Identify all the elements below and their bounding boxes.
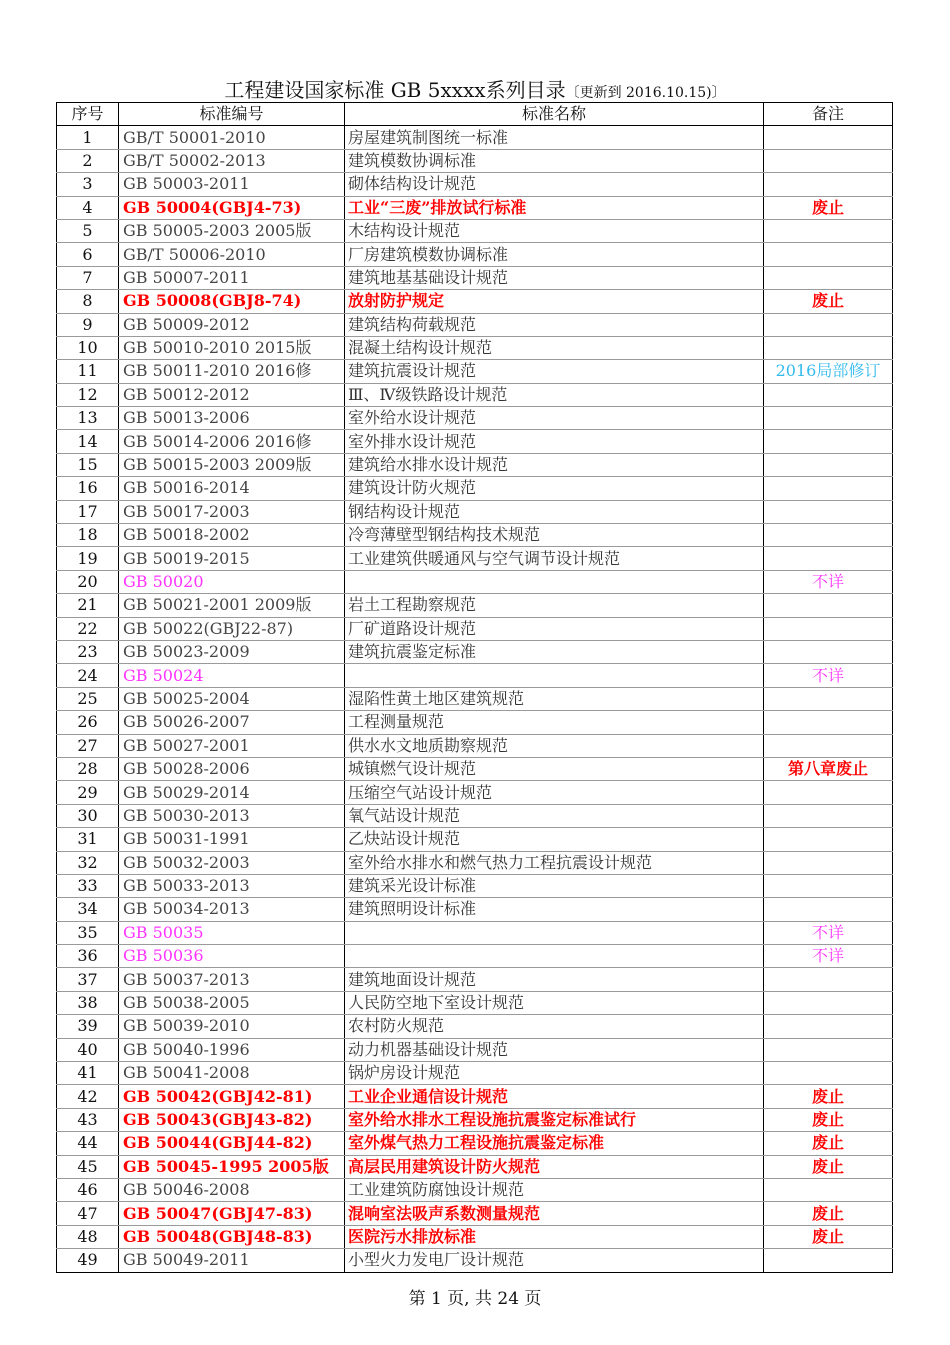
cell-name: 乙炔站设计规范 [345, 828, 764, 851]
table-row [57, 757, 893, 780]
cell-note [764, 991, 893, 1014]
cell-note: 不详 [764, 664, 893, 687]
cell-serial: 29 [57, 781, 119, 804]
table-row [57, 313, 893, 336]
cell-serial: 40 [57, 1038, 119, 1061]
cell-note [764, 173, 893, 196]
cell-note [764, 1062, 893, 1085]
header-note: 备注 [764, 103, 893, 126]
cell-code: GB 50048(GBJ48-83) [119, 1225, 345, 1248]
standards-table [56, 102, 893, 1273]
cell-name: 人民防空地下室设计规范 [345, 991, 764, 1014]
cell-name: 室外给水排水工程设施抗震鉴定标准试行 [345, 1108, 764, 1131]
cell-serial: 14 [57, 430, 119, 453]
cell-name: 工业建筑防腐蚀设计规范 [345, 1178, 764, 1201]
cell-serial: 8 [57, 290, 119, 313]
cell-code: GB 50038-2005 [119, 991, 345, 1014]
table-row [57, 594, 893, 617]
cell-note: 废止 [764, 1202, 893, 1225]
cell-serial: 24 [57, 664, 119, 687]
cell-code: GB/T 50001-2010 [119, 126, 345, 149]
cell-code: GB 50025-2004 [119, 687, 345, 710]
cell-code: GB 50021-2001 2009版 [119, 594, 345, 617]
table-row [57, 851, 893, 874]
cell-name: 岩土工程勘察规范 [345, 594, 764, 617]
cell-serial: 13 [57, 407, 119, 430]
cell-note: 废止 [764, 1225, 893, 1248]
cell-serial: 16 [57, 477, 119, 500]
table-row [57, 430, 893, 453]
cell-name: 厂矿道路设计规范 [345, 617, 764, 640]
table-row [57, 1085, 893, 1108]
cell-note: 废止 [764, 1085, 893, 1108]
cell-name: 房屋建筑制图统一标准 [345, 126, 764, 149]
cell-name: 农村防火规范 [345, 1015, 764, 1038]
cell-serial: 42 [57, 1085, 119, 1108]
cell-serial: 38 [57, 991, 119, 1014]
cell-note [764, 874, 893, 897]
table-row [57, 664, 893, 687]
table-row [57, 1132, 893, 1155]
cell-serial: 28 [57, 757, 119, 780]
cell-name [345, 570, 764, 593]
table-row [57, 1155, 893, 1178]
cell-name: 建筑地基基础设计规范 [345, 266, 764, 289]
cell-code: GB 50040-1996 [119, 1038, 345, 1061]
table-row [57, 383, 893, 406]
cell-code: GB 50024 [119, 664, 345, 687]
cell-name [345, 921, 764, 944]
cell-serial: 11 [57, 360, 119, 383]
cell-serial: 37 [57, 968, 119, 991]
cell-name: 建筑抗震设计规范 [345, 360, 764, 383]
cell-note [764, 1038, 893, 1061]
cell-serial: 39 [57, 1015, 119, 1038]
table-row [57, 126, 893, 149]
cell-code: GB 50020 [119, 570, 345, 593]
cell-code: GB 50022(GBJ22-87) [119, 617, 345, 640]
table-row [57, 1249, 893, 1272]
cell-name: 厂房建筑模数协调标准 [345, 243, 764, 266]
title-main: 工程建设国家标准 GB 5xxxx系列目录 [224, 78, 566, 102]
cell-note: 不详 [764, 921, 893, 944]
cell-name: 建筑模数协调标准 [345, 149, 764, 172]
cell-serial: 4 [57, 196, 119, 219]
cell-code: GB 50046-2008 [119, 1178, 345, 1201]
cell-serial: 9 [57, 313, 119, 336]
cell-serial: 12 [57, 383, 119, 406]
table-row [57, 453, 893, 476]
cell-note: 废止 [764, 290, 893, 313]
cell-code: GB 50016-2014 [119, 477, 345, 500]
cell-code: GB 50026-2007 [119, 711, 345, 734]
cell-name: 医院污水排放标准 [345, 1225, 764, 1248]
cell-code: GB 50037-2013 [119, 968, 345, 991]
cell-note [764, 1178, 893, 1201]
cell-code: GB 50032-2003 [119, 851, 345, 874]
cell-code: GB 50017-2003 [119, 500, 345, 523]
table-row [57, 828, 893, 851]
table-row [57, 407, 893, 430]
cell-code: GB/T 50006-2010 [119, 243, 345, 266]
header-serial: 序号 [57, 103, 119, 126]
table-row [57, 874, 893, 897]
cell-name: Ⅲ、Ⅳ级铁路设计规范 [345, 383, 764, 406]
cell-serial: 46 [57, 1178, 119, 1201]
cell-code: GB 50005-2003 2005版 [119, 219, 345, 242]
cell-serial: 21 [57, 594, 119, 617]
table-row [57, 1062, 893, 1085]
table-row [57, 945, 893, 968]
cell-code: GB 50009-2012 [119, 313, 345, 336]
table-row [57, 196, 893, 219]
cell-code: GB 50029-2014 [119, 781, 345, 804]
cell-serial: 2 [57, 149, 119, 172]
cell-name: 室外给水设计规范 [345, 407, 764, 430]
cell-name: 建筑地面设计规范 [345, 968, 764, 991]
cell-serial: 17 [57, 500, 119, 523]
cell-name: 城镇燃气设计规范 [345, 757, 764, 780]
cell-name: 建筑抗震鉴定标准 [345, 640, 764, 663]
cell-serial: 49 [57, 1249, 119, 1272]
cell-code: GB 50023-2009 [119, 640, 345, 663]
cell-serial: 47 [57, 1202, 119, 1225]
cell-note [764, 804, 893, 827]
cell-code: GB 50003-2011 [119, 173, 345, 196]
cell-serial: 6 [57, 243, 119, 266]
cell-serial: 3 [57, 173, 119, 196]
cell-name: 氧气站设计规范 [345, 804, 764, 827]
cell-name: 室外给水排水和燃气热力工程抗震设计规范 [345, 851, 764, 874]
cell-note [764, 898, 893, 921]
title-update-note: 〔更新到 2016.10.15)〕 [565, 85, 726, 101]
table-body [57, 126, 893, 1272]
cell-name: 室外排水设计规范 [345, 430, 764, 453]
cell-name: 工程测量规范 [345, 711, 764, 734]
cell-code: GB 50007-2011 [119, 266, 345, 289]
cell-serial: 32 [57, 851, 119, 874]
table-row [57, 711, 893, 734]
table-row [57, 336, 893, 359]
cell-code: GB 50011-2010 2016修 [119, 360, 345, 383]
cell-note: 废止 [764, 196, 893, 219]
cell-serial: 10 [57, 336, 119, 359]
cell-note [764, 734, 893, 757]
table-row [57, 243, 893, 266]
cell-name: 高层民用建筑设计防火规范 [345, 1155, 764, 1178]
cell-name: 建筑照明设计标准 [345, 898, 764, 921]
cell-serial: 15 [57, 453, 119, 476]
table-row [57, 173, 893, 196]
cell-note [764, 430, 893, 453]
cell-code: GB 50014-2006 2016修 [119, 430, 345, 453]
cell-serial: 22 [57, 617, 119, 640]
cell-note [764, 336, 893, 359]
table-row [57, 149, 893, 172]
cell-code: GB 50036 [119, 945, 345, 968]
cell-serial: 27 [57, 734, 119, 757]
table-row [57, 1178, 893, 1201]
cell-code: GB 50010-2010 2015版 [119, 336, 345, 359]
cell-note [764, 687, 893, 710]
cell-code: GB 50034-2013 [119, 898, 345, 921]
cell-note [764, 500, 893, 523]
cell-name: 混响室法吸声系数测量规范 [345, 1202, 764, 1225]
cell-name: 压缩空气站设计规范 [345, 781, 764, 804]
cell-serial: 36 [57, 945, 119, 968]
cell-code: GB 50018-2002 [119, 524, 345, 547]
cell-name: 钢结构设计规范 [345, 500, 764, 523]
table-row [57, 219, 893, 242]
cell-code: GB 50030-2013 [119, 804, 345, 827]
cell-code: GB 50045-1995 2005版 [119, 1155, 345, 1178]
cell-code: GB 50049-2011 [119, 1249, 345, 1272]
cell-name: 小型火力发电厂设计规范 [345, 1249, 764, 1272]
header-name: 标准名称 [345, 103, 764, 126]
cell-serial: 31 [57, 828, 119, 851]
cell-code: GB 50004(GBJ4-73) [119, 196, 345, 219]
cell-note [764, 453, 893, 476]
cell-note: 2016局部修订 [764, 360, 893, 383]
cell-code: GB 50019-2015 [119, 547, 345, 570]
cell-serial: 41 [57, 1062, 119, 1085]
table-row [57, 290, 893, 313]
cell-note [764, 149, 893, 172]
cell-name: 锅炉房设计规范 [345, 1062, 764, 1085]
cell-note: 废止 [764, 1108, 893, 1131]
table-row [57, 547, 893, 570]
cell-note [764, 547, 893, 570]
cell-serial: 34 [57, 898, 119, 921]
cell-name: 工业企业通信设计规范 [345, 1085, 764, 1108]
cell-name: 工业“三废”排放试行标准 [345, 196, 764, 219]
cell-name: 建筑设计防火规范 [345, 477, 764, 500]
table-row [57, 570, 893, 593]
table-row [57, 1108, 893, 1131]
cell-name: 室外煤气热力工程设施抗震鉴定标准 [345, 1132, 764, 1155]
cell-serial: 33 [57, 874, 119, 897]
table-row [57, 734, 893, 757]
header-code: 标准编号 [119, 103, 345, 126]
cell-serial: 7 [57, 266, 119, 289]
page-footer: 第 1 页, 共 24 页 [408, 1289, 542, 1309]
cell-serial: 48 [57, 1225, 119, 1248]
cell-name: 放射防护规定 [345, 290, 764, 313]
cell-note [764, 383, 893, 406]
cell-serial: 45 [57, 1155, 119, 1178]
table-row [57, 1015, 893, 1038]
cell-note: 第八章废止 [764, 757, 893, 780]
cell-code: GB 50031-1991 [119, 828, 345, 851]
table-row [57, 968, 893, 991]
cell-code: GB 50043(GBJ43-82) [119, 1108, 345, 1131]
table-row [57, 360, 893, 383]
cell-note: 不详 [764, 570, 893, 593]
cell-name: 混凝土结构设计规范 [345, 336, 764, 359]
cell-note [764, 477, 893, 500]
cell-serial: 19 [57, 547, 119, 570]
table-row [57, 898, 893, 921]
cell-note [764, 781, 893, 804]
table-row [57, 1202, 893, 1225]
table-header-row [57, 103, 893, 126]
cell-code: GB 50008(GBJ8-74) [119, 290, 345, 313]
cell-name: 工业建筑供暖通风与空气调节设计规范 [345, 547, 764, 570]
cell-code: GB 50033-2013 [119, 874, 345, 897]
cell-note: 废止 [764, 1132, 893, 1155]
table-row [57, 266, 893, 289]
cell-serial: 26 [57, 711, 119, 734]
cell-code: GB 50047(GBJ47-83) [119, 1202, 345, 1225]
cell-note [764, 313, 893, 336]
cell-serial: 43 [57, 1108, 119, 1131]
cell-code: GB 50035 [119, 921, 345, 944]
table-row [57, 921, 893, 944]
cell-name [345, 664, 764, 687]
cell-note [764, 640, 893, 663]
cell-note [764, 1015, 893, 1038]
cell-note: 废止 [764, 1155, 893, 1178]
cell-code: GB 50042(GBJ42-81) [119, 1085, 345, 1108]
cell-name: 湿陷性黄土地区建筑规范 [345, 687, 764, 710]
cell-code: GB 50013-2006 [119, 407, 345, 430]
cell-code: GB 50039-2010 [119, 1015, 345, 1038]
cell-serial: 30 [57, 804, 119, 827]
cell-note [764, 126, 893, 149]
cell-note [764, 266, 893, 289]
cell-serial: 44 [57, 1132, 119, 1155]
cell-name: 砌体结构设计规范 [345, 173, 764, 196]
cell-name: 建筑采光设计标准 [345, 874, 764, 897]
cell-serial: 35 [57, 921, 119, 944]
table-row [57, 524, 893, 547]
table-row [57, 640, 893, 663]
document-title [0, 74, 950, 103]
cell-serial: 23 [57, 640, 119, 663]
cell-note [764, 968, 893, 991]
cell-note [764, 407, 893, 430]
cell-code: GB 50044(GBJ44-82) [119, 1132, 345, 1155]
cell-code: GB 50028-2006 [119, 757, 345, 780]
cell-name: 供水水文地质勘察规范 [345, 734, 764, 757]
cell-name: 木结构设计规范 [345, 219, 764, 242]
cell-note [764, 711, 893, 734]
cell-serial: 5 [57, 219, 119, 242]
cell-note [764, 219, 893, 242]
cell-code: GB 50027-2001 [119, 734, 345, 757]
cell-name [345, 945, 764, 968]
cell-serial: 18 [57, 524, 119, 547]
table-row [57, 477, 893, 500]
table-row [57, 687, 893, 710]
cell-code: GB 50041-2008 [119, 1062, 345, 1085]
cell-serial: 20 [57, 570, 119, 593]
table-row [57, 991, 893, 1014]
cell-note [764, 851, 893, 874]
cell-name: 冷弯薄壁型钢结构技术规范 [345, 524, 764, 547]
table-row [57, 781, 893, 804]
cell-name: 建筑给水排水设计规范 [345, 453, 764, 476]
cell-code: GB/T 50002-2013 [119, 149, 345, 172]
table-row [57, 804, 893, 827]
table-row [57, 1225, 893, 1248]
cell-note [764, 1249, 893, 1272]
table-row [57, 1038, 893, 1061]
cell-name: 动力机器基础设计规范 [345, 1038, 764, 1061]
cell-serial: 1 [57, 126, 119, 149]
cell-note [764, 617, 893, 640]
cell-note: 不详 [764, 945, 893, 968]
table-row [57, 617, 893, 640]
cell-code: GB 50015-2003 2009版 [119, 453, 345, 476]
cell-serial: 25 [57, 687, 119, 710]
cell-code: GB 50012-2012 [119, 383, 345, 406]
cell-note [764, 524, 893, 547]
cell-note [764, 594, 893, 617]
table-row [57, 500, 893, 523]
cell-note [764, 243, 893, 266]
cell-name: 建筑结构荷载规范 [345, 313, 764, 336]
cell-note [764, 828, 893, 851]
